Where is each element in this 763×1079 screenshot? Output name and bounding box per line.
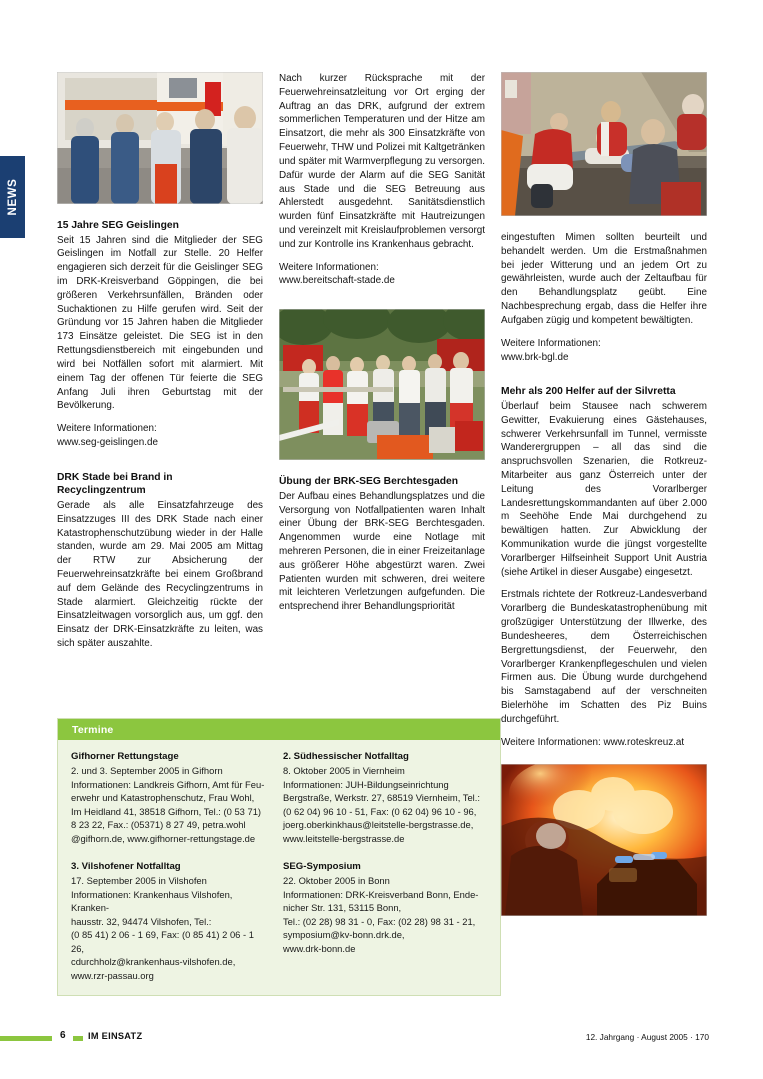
page-footer xyxy=(0,1029,763,1049)
termine-entry-line: Informationen: Krankenhaus Vilshofen, Kranken- xyxy=(71,888,233,914)
article-headline-silvretta: Mehr als 200 Helfer auf der Silvretta xyxy=(501,386,676,398)
termine-entry-line: 2. und 3. September 2005 in Gifhorn xyxy=(71,765,223,776)
termine-entry-line[interactable]: www.leitstelle-bergstrasse.de xyxy=(283,832,405,844)
news-section-tab-label: NEWS xyxy=(6,178,19,216)
column-right xyxy=(501,72,707,916)
termine-entry-line: 22. Oktober 2005 in Bonn xyxy=(283,875,390,887)
article-body-drk-stade: Gerade als alle Einsatzfahrzeuge des Einsatzzuges III des DRK Stade nach einer Katastrophenschutzübung wieder in der Halle standen, wurde am 29. Mai 2005 am Mittag der RTW zur Absicherung der Feuerwehreinsatzkräfte bei einem Großbrand auf dem Gelände des Recyclingzentrums in Stade alarmiert. Gleichzeitig rückte der Einsatzleitwagen vorsorglich aus, um ggf. den Einsatz der DRK-Einsatzkräfte zu leiten, was sich später auszahlte. xyxy=(57,499,263,650)
column-middle xyxy=(279,72,485,614)
termine-entry-line: Informationen: JUH-Bildungseinrichtung xyxy=(283,778,449,790)
footer-page-number: 6 xyxy=(60,1030,66,1041)
article-headline-drk-stade: DRK Stade bei Brand in Recyclingzentrum xyxy=(57,471,173,497)
article-body-brk-seg: Der Aufbau eines Behandlungsplatzes und die Versorgung von Notfallpatienten waren Inhalt einer Übung der BRK-SEG Berchtesgaden. Angenommen wurde eine Notlage mit mehreren Personen, die in einer Freizeitanlage aus größerer Höhe abgestürzt waren. Zwei Patienten wurden mit schweren, drei weitere mit leichteren Verletzungen aufgefunden. Die entsprechend ihrer Behandlungspriorität xyxy=(279,490,485,613)
info-label-bereitschaft-stade: Weitere Informationen: xyxy=(279,261,379,273)
termine-entry-line: (0 62 04) 96 10 - 51, Fax: (0 62 04) 96 10 - 96, xyxy=(283,805,477,817)
footer-green-rule xyxy=(0,1036,52,1041)
article-body-drk-stade-cont: Nach kurzer Rücksprache mit der Feuerwehreinsatzleitung vor Ort erging der Auftrag an das DRK, aufgrund der extrem sommerlichen Temperaturen und der Hitze am Einsatzort, die mehr als 300 Einsatzkräfte von Feuerwehr, THW und Polizei mit Kaltgetränken und später mit Warmverpflegung zu versorgen. Dafür wurde der Alarm auf die SEG Sanität aus Stade und die SEG Betreuung aus Ahlerstedt ausgedehnt. Sanitätsdienstlich wurden fünf Einsatzkräfte mit Hautreizungen und vereinzelt mit Kreislaufproblemen versorgt und zur Kontrolle ins Krankenhaus gebracht. xyxy=(279,73,485,250)
article-body-silvretta-2: Erstmals richtete der Rotkreuz-Landesverband Vorarlberg die Bundeskatastrophenübung mit großzügiger Unterstützung der Illwerke, des Bundesheeres, dem Österreichischen Bergrettungsdienst, der Feuerwehr, den Vorarlberger Krankenpflegeschulen und vielen Firmen aus. Die Übung wurde durchgehend bis Samstagabend auf der verschneiten Bielerhöhe im Schatten des Piz Buins durchgeführt. xyxy=(501,589,707,725)
termine-entry-line: Im Heidland 41, 38518 Gifhorn, Tel.: (0 53 71) xyxy=(71,805,262,817)
termine-entry-title: Gifhorner Rettungstage xyxy=(71,751,179,762)
termine-entry-title: 2. Südhessischer Notfalltag xyxy=(283,751,409,762)
termine-entry-line: (0 85 41) 2 06 - 1 69, Fax: (0 85 41) 2 06 - 1 26, xyxy=(71,929,254,954)
termine-box xyxy=(57,718,501,996)
termine-body xyxy=(58,740,500,995)
termine-entry xyxy=(71,861,269,982)
termine-entry xyxy=(283,861,481,955)
info-url-seg-geislingen[interactable]: www.seg-geislingen.de xyxy=(57,436,159,448)
article-body-silvretta-1: Überlauf beim Stausee nach schwerem Gewitter, Evakuierung eines Gästehauses, schwerer Verkehrsunfall im Tunnel, vermisste Wanderergruppen – all das sind die anspruchsvollen Szenarien, die Rotkreuz-Mitarbeiter aus ganz Österreich unter der Leitung des Vorarlberger Landesrettungskommandanten auf über 2.000 m Seehöhe Ende Mai durchgehend zu bewältigen hatten. Zur Abwicklung der Kommunikation wurde die jüngst vorgestellte Vorarlberger Hilfseinheit Support Unit Austria (siehe Artikel in dieser Ausgabe) eingesetzt. xyxy=(501,400,707,578)
footer-green-dash xyxy=(73,1036,83,1041)
termine-entry-line: Informationen: Landkreis Gifhorn, Amt für Feu- xyxy=(71,778,265,790)
termine-header-title: Termine xyxy=(72,723,114,736)
termine-entry-title: 3. Vilshofener Notfalltag xyxy=(71,861,181,873)
termine-entry-line: 8. Oktober 2005 in Viernheim xyxy=(283,765,405,776)
footer-issue-info: 12. Jahrgang · August 2005 · 170 xyxy=(585,1031,709,1042)
termine-entry-line: Tel.: (02 28) 98 31 - 0, Fax: (02 28) 98 31 - 21, xyxy=(283,915,476,927)
termine-entry-line[interactable]: www.rzr-passau.org xyxy=(71,969,154,981)
termine-entry-line[interactable]: joerg.oberkinkhaus@leitstelle-bergstrasse.de, xyxy=(283,819,474,831)
article-body-brk-seg-cont: eingestuften Mimen sollten beurteilt und behandelt werden. Um die Erstmaßnahmen bei jeder Witterung und an jedem Ort zu gewährleisten, wurde auch der Zeltaufbau für den Behandlungsplatz geübt. Eine Nachbesprechung ergab, dass die Helfer ihre Aufgaben zügig und kompetent bewältigten. xyxy=(501,232,707,326)
termine-column-right xyxy=(283,751,481,982)
termine-entry-line: hausstr. 32, 94474 Vilshofen, Tel.: xyxy=(71,915,212,927)
article-headline-seg-geislingen: 15 Jahre SEG Geislingen xyxy=(57,220,179,231)
termine-entry-line: Bergstraße, Werkstr. 27, 68519 Viernheim, Tel.: xyxy=(283,792,480,804)
article-headline-brk-seg: Übung der BRK-SEG Berchtesgaden xyxy=(279,476,459,488)
termine-entry-line[interactable]: cdurchholz@krankenhaus-vilshofen.de, xyxy=(71,956,236,968)
termine-entry-title: SEG-Symposium xyxy=(283,861,361,873)
termine-entry-line: nicher Str. 131, 53115 Bonn, xyxy=(283,902,402,914)
termine-column-left xyxy=(71,751,269,982)
footer-magazine-title: IM EINSATZ xyxy=(88,1031,143,1041)
termine-entry xyxy=(71,751,269,845)
info-url-brk-bgl[interactable]: www.brk-bgl.de xyxy=(501,351,569,363)
termine-entry-line[interactable]: www.drk-bonn.de xyxy=(283,942,356,954)
termine-entry-line[interactable]: @gifhorn.de, www.gifhorner-rettungstage.de xyxy=(71,832,256,844)
tent-treatment-photo xyxy=(501,72,707,216)
ambulance-seg-photo xyxy=(57,72,263,204)
termine-entry-line: 8 23 22, Fax.: (05371) 8 27 49, petra.wohl xyxy=(71,819,246,831)
termine-entry-line: erwehr und Katastrophenschutz, Frau Wohl, xyxy=(71,792,255,804)
info-label-seg-geislingen: Weitere Informationen: xyxy=(57,423,157,435)
article-body-seg-geislingen: Seit 15 Jahren sind die Mitglieder der SEG Geislingen im Notfall zur Stelle. 20 Helfer engagieren sich derzeit für die Geislinger SEG im DRK-Kreisverband Göppingen, die bei größeren Verkehrsunfällen, Bränden oder Suchaktionen zu Hilfe gerufen wird. Seit der Gründung vor 15 Jahren haben die Mitglieder 173 Einsätze geleistet. Die SEG ist in den Rettungsdienstbereich mit eingebunden und wird bei Notfällen sofort mit alarmiert. Mit einem Tag der offenen Tür feierte die SEG Anfang Juli ihren Geburtstag mit der Bevölkerung. xyxy=(57,234,263,412)
termine-header xyxy=(58,719,500,740)
fire-night-photo xyxy=(501,764,707,916)
column-left xyxy=(57,72,263,651)
field-catering-photo xyxy=(279,309,485,460)
info-line-roteskreuz[interactable]: Weitere Informationen: www.roteskreuz.at xyxy=(501,736,685,748)
termine-entry-line: 17. September 2005 in Vilshofen xyxy=(71,875,207,887)
termine-entry xyxy=(283,751,481,845)
news-section-tab xyxy=(0,156,25,238)
termine-entry-line: Informationen: DRK-Kreisverband Bonn, Ende- xyxy=(283,888,479,900)
termine-entry-line[interactable]: symposium@kv-bonn.drk.de, xyxy=(283,929,405,941)
info-url-bereitschaft-stade[interactable]: www.bereitschaft-stade.de xyxy=(279,275,395,287)
info-label-brk-bgl: Weitere Informationen: xyxy=(501,337,601,349)
